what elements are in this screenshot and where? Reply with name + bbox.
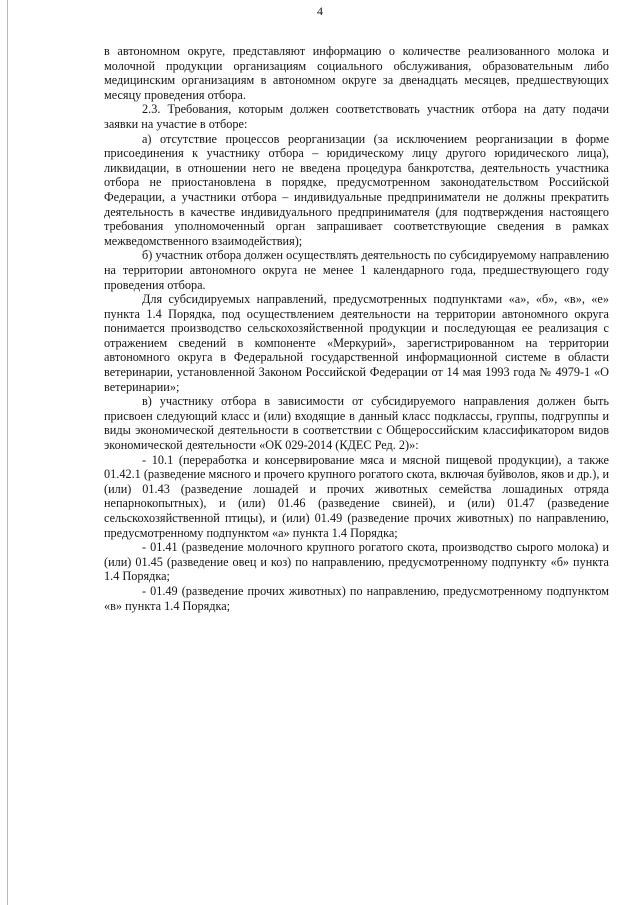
- paragraph-a: а) отсутствие процессов реорганизации (за исключением реорганизации в форме присоединения к участнику отбора – юридическому лицу другого юридического лица), ликвидации, в отношении него не введена процедура банкротства, деятельность участника отбора не приостановлена в порядке, предусмотренном законодательством Российской Федерации, а участники отбора – индивидуальные предприниматели не должны прекратить деятельность в качестве индивидуального предпринимателя (для подтверждения настоящего требования уполномоченный орган запрашивает соответствующие сведения в рамках межведомственного взаимодействия);: [104, 131, 609, 248]
- paragraph-v: в) участнику отбора в зависимости от субсидируемого направления должен быть присвоен следующий класс и (или) входящие в данный класс подклассы, группы, подгруппы и виды экономической деятельности в соответствии с Общероссийским классификатором видов экономической деятельности «ОК 029-2014 (КДЕС Ред. 2)»:: [104, 394, 609, 453]
- list-item-01-41: - 01.41 (разведение молочного крупного рогатого скота, производство сырого молока) и (или) 01.45 (разведение овец и коз) по направлению, предусмотренному подпункту «б» пункта 1.4 Порядка;: [104, 540, 609, 584]
- scan-edge-line: [7, 0, 8, 905]
- list-item-01-49: - 01.49 (разведение прочих животных) по направлению, предусмотренному подпунктом «в» пункта 1.4 Порядка;: [104, 583, 609, 613]
- page-number: 4: [317, 4, 323, 18]
- paragraph-continuation: в автономном округе, представляют информацию о количестве реализованного молока и молочной продукции организациям социального обслуживания, образовательным либо медицинским организациям в автономном округе за двенадцать месяцев, предшествующих месяцу проведения отбора.: [104, 44, 609, 102]
- paragraph-2-3: 2.3. Требования, которым должен соответствовать участник отбора на дату подачи заявки на участие в отборе:: [104, 102, 609, 131]
- list-item-10-1: - 10.1 (переработка и консервирование мяса и мясной пищевой продукции), а также 01.42.1 (разведение мясного и прочего крупного рогатого скота, включая буйволов, яков и др.), и (или) 01.43 (разведение лошадей и прочих животных семейства лошадиных отряда непарнокопытных), и (или) 01.46 (разведение свиней), и (или) 01.47 (разведение сельскохозяйственной птицы), и (или) 01.49 (разведение прочих животных) по направлению, предусмотренному подпунктом «а» пункта 1.4 Порядка;: [104, 452, 610, 540]
- body-text: [104, 44, 609, 613]
- paragraph-subsidized-directions: Для субсидируемых направлений, предусмотренных подпунктами «а», «б», «в», «е» пункта 1.4 Порядка, под осуществлением деятельности на территории автономного округа понимается производство сельскохозяйственной продукции и последующая ее реализация с отражением сведений в компоненте «Меркурий», зарегистрированном на территории автономного округа в Федеральной государственной информационной системе в области ветеринарии, установленной Законом Российской Федерации от 14 мая 1993 года № 4979-1 «О ветеринарии»;: [104, 292, 609, 394]
- paragraph-b: б) участник отбора должен осуществлять деятельность по субсидируемому направлению на территории автономного округа не менее 1 календарного года, предшествующего году проведения отбора.: [104, 248, 609, 292]
